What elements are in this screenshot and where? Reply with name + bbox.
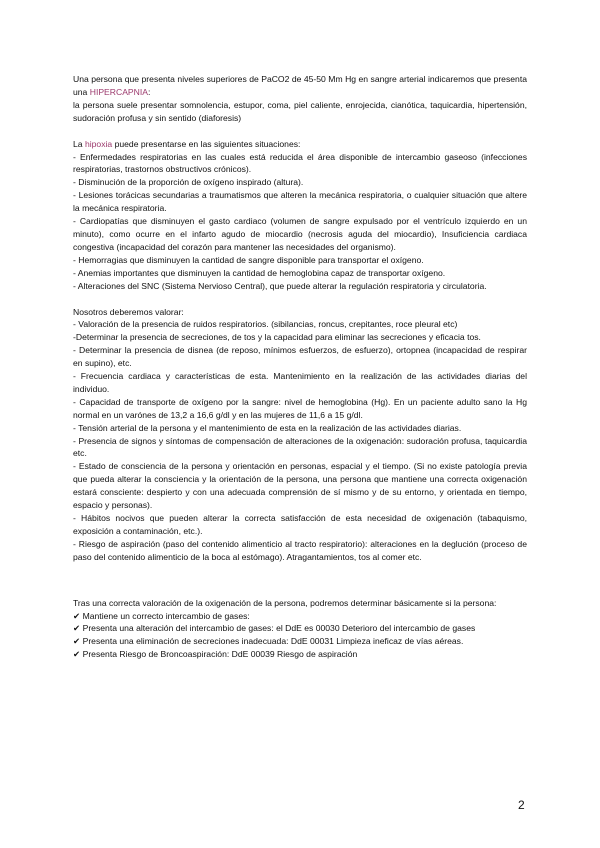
hipoxia-item: - Cardiopatías que disminuyen el gasto cardiaco (volumen de sangre expulsado por el ventrículo izquierdo en un minuto), como ocurre en el infarto agudo de miocardio (necrosis aguda del miocardio), Insuficiencia cardiaca congestiva (incapacidad del corazón para mantener las necesidades del organismo). [73,216,527,252]
valorar-item: - Estado de consciencia de la persona y orientación en personas, espacial y el tiempo. (Si no existe patología previa que pueda alterar la consciencia y la orientación de la persona, una persona que mantiene una correcta oxigenación estará consciente: despierto y con una adecuada comprensión de sí mismo y de su entorno, y orientada en tiempo, espacio y personas). [73,461,527,511]
valorar-item: -Determinar la presencia de secreciones, de tos y la capacidad para eliminar las secreciones y eficacia tos. [73,332,481,343]
valorar-item: - Tensión arterial de la persona y el mantenimiento de esta en la realización de las actividades diarias. [73,422,462,433]
valorar-item: - Valoración de la presencia de ruidos respiratorios. (sibilancias, roncus, crepitantes, roce pleural etc) [73,319,458,330]
hipoxia-item: - Lesiones torácicas secundarias a traumatismos que alteren la mecánica respiratoria, o cualquier situación que altere la mecánica respiratoria. [73,190,527,214]
valorar-item: - Presencia de signos y síntomas de compensación de alteraciones de la oxigenación: sudoración profusa, taquicardia etc. [73,435,527,459]
hipercapnia-term: HIPERCAPNIA [89,86,148,97]
valorar-item: - Riesgo de aspiración (paso del contenido alimenticio al tracto respiratorio): alteraciones en la deglución (proceso de paso del contenido alimenticio de la boca al estómago). Atragantamientos, tos al comer etc. [73,538,527,562]
hipoxia-pre: La [73,138,85,149]
check-item: ✔ Presenta Riesgo de Broncoaspiración: DdE 00039 Riesgo de aspiración [73,649,358,660]
conclusion-intro: Tras una correcta valoración de la oxigenación de la persona, podremos determinar básicamente si la persona: [73,597,497,608]
check-item: ✔ Mantiene un correcto intercambio de gases: [73,610,250,621]
valorar-item: - Frecuencia cardiaca y características de esta. Mantenimiento en la realización de las actividades diarias del individuo. [73,371,527,394]
valorar-heading: Nosotros deberemos valorar: [73,306,184,317]
intro-text: Una persona que presenta niveles superiores de PaCO2 de 45-50 Mm Hg en sangre arterial indicaremos que presenta una [73,74,527,97]
hipoxia-item: - Alteraciones del SNC (Sistema Nervioso Central), que puede alterar la regulación respiratoria y circulatoria. [73,280,487,291]
valorar-item: - Capacidad de transporte de oxígeno por la sangre: nivel de hemoglobina (Hg). En un paciente adulto sano la Hg normal en un varónes de 13,2 a 16,6 g/dl y en las mujeres de 11,6 a 15 g/dl. [73,396,527,420]
intro-colon: : [148,86,151,97]
intro-paragraph [73,73,527,99]
check-item: ✔ Presenta una eliminación de secreciones inadecuada: DdE 00031 Limpieza ineficaz de vías aéreas. [73,636,464,647]
hipoxia-item: - Disminución de la proporción de oxígeno inspirado (altura). [73,177,304,188]
hipoxia-heading [73,138,527,151]
page-content [73,73,527,661]
valorar-item: - Determinar la presencia de disnea (de reposo, mínimos esfuerzos, de esfuerzo), ortopnea (incapacidad de respirar en supino), etc. [73,345,527,369]
page-number: 2 [518,798,525,812]
valorar-item: - Hábitos nocivos que pueden alterar la correcta satisfacción de esta necesidad de oxigenación (tabaquismo, exposición a contaminación, etc.). [73,513,527,536]
hipoxia-item: - Anemias importantes que disminuyen la cantidad de hemoglobina capaz de transportar oxígeno. [73,267,446,278]
hipoxia-item: - Hemorragias que disminuyen la cantidad de sangre disponible para transportar el oxígeno. [73,254,424,265]
hipercapnia-symptoms: la persona suele presentar somnolencia, estupor, coma, piel caliente, enrojecida, cianótica, taquicardia, hipertensión, sudoración profusa y sin sentido (diaforesis) [73,99,527,123]
hipoxia-term: hipoxia [84,138,113,149]
hipoxia-item: - Enfermedades respiratorias en las cuales está reducida el área disponible de intercambio gaseoso (infecciones respiratorias, trastornos obstructivos crónicos). [73,151,527,175]
check-item: ✔ Presenta una alteración del intercambio de gases: el DdE es 00030 Deterioro del intercambio de gases [73,623,476,634]
hipoxia-post: puede presentarse en las siguientes situaciones: [112,138,301,149]
